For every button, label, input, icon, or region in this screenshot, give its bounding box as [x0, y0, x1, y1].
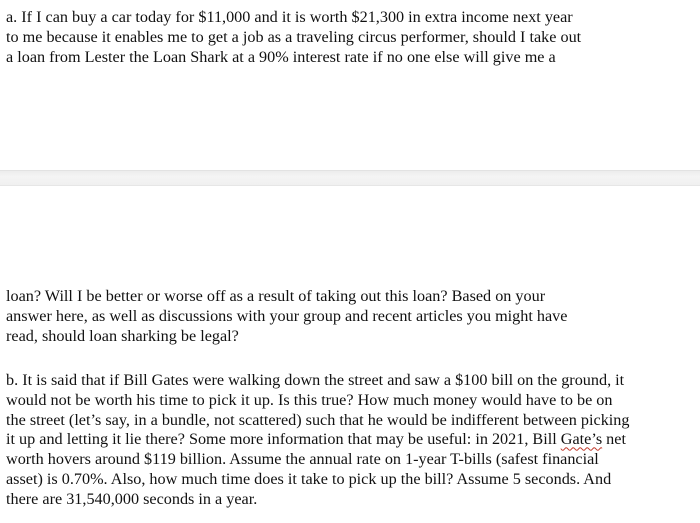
question-a-line-4: loan? Will I be better or worse off as a result of taking out this loan? Based on your [6, 287, 546, 305]
question-b-line-6: asset) is 0.70%. Also, how much time does it take to pick up the bill? Assume 5 seconds. And [6, 469, 612, 488]
question-b-line-4-end: net [602, 430, 626, 449]
question-a-line-5: answer here, as well as discussions with your group and recent articles you might have [6, 306, 568, 325]
question-b-line-1: b. It is said that if Bill Gates were walking down the street and saw a $100 bill on the ground, it [6, 371, 625, 389]
page-break [0, 170, 700, 186]
question-a-part1 [6, 8, 581, 67]
question-b-line-4-start: it up and letting it lie there? Some more information that may be useful: in 2021, Bill [6, 430, 561, 449]
document-page-top [0, 0, 700, 170]
question-a-line-1: a. If I can buy a car today for $11,000 and it is worth $21,300 in extra income next year [6, 8, 573, 26]
question-b-line-3: the street (let’s say, in a bundle, not scattered) such that he would be indifferent between picking [6, 410, 630, 429]
question-b [6, 371, 629, 510]
question-b-line-4 [6, 430, 629, 450]
question-b-line-2: would not be worth his time to pick it up. Is this true? How much money would have to be on [6, 390, 613, 409]
question-a-line-6: read, should loan sharking be legal? [6, 326, 239, 345]
question-a-part2 [6, 287, 567, 346]
question-b-line-5: worth hovers around $119 billion. Assume the annual rate on 1-year T-bills (safest financial [6, 450, 599, 469]
question-a-line-3: a loan from Lester the Loan Shark at a 90% interest rate if no one else will give me a [6, 47, 556, 66]
question-a-line-2: to me because it enables me to get a job as a traveling circus performer, should I take out [6, 27, 582, 46]
question-b-line-7: there are 31,540,000 seconds in a year. [6, 489, 258, 508]
document-page-bottom [0, 186, 700, 523]
spellcheck-underlined-word: Gate’s [560, 430, 603, 449]
